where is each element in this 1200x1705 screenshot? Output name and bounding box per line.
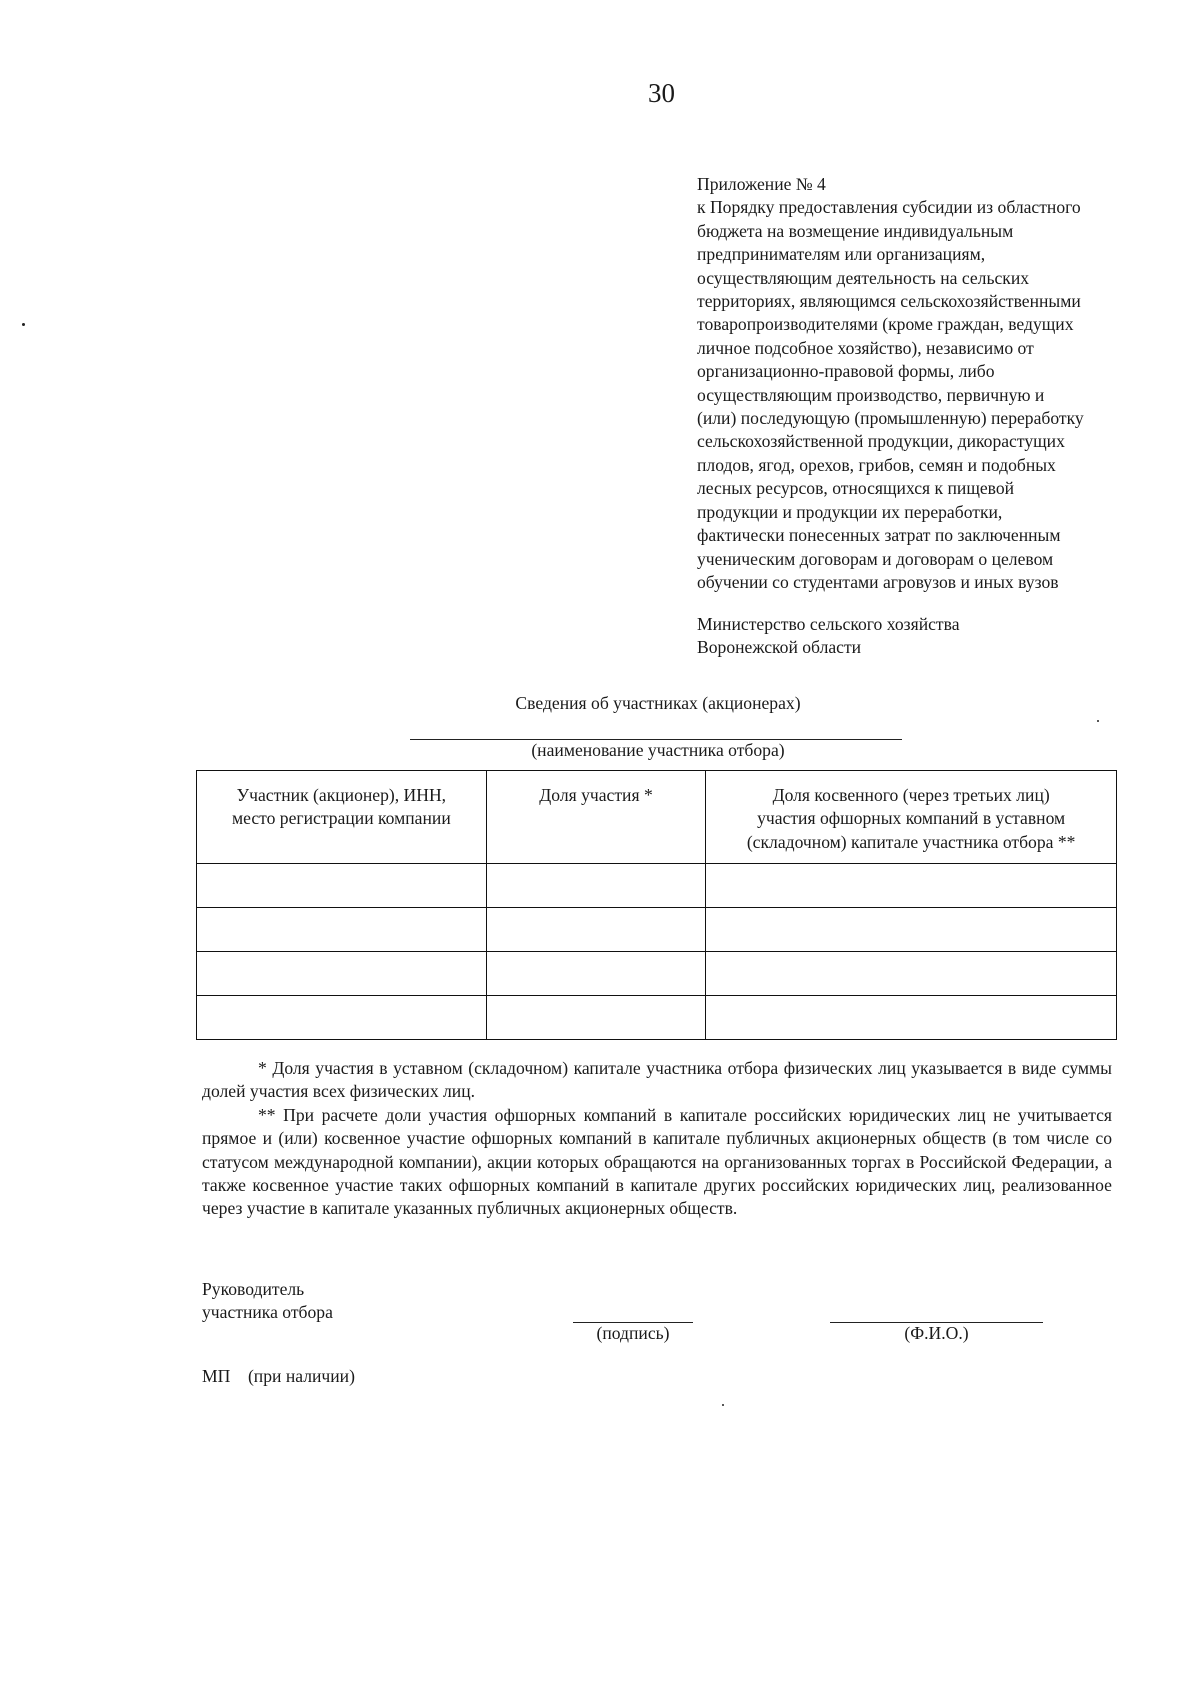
table-row: [197, 952, 1117, 996]
scan-speck: [22, 323, 25, 326]
header-line: Доля косвенного (через третьих лиц): [772, 785, 1050, 805]
appendix-line: ученическим договорам и договорам о целевом: [697, 548, 1054, 569]
appendix-line: организационно-правовой формы, либо: [697, 361, 995, 382]
table-cell[interactable]: [486, 864, 706, 908]
header-participant: [197, 771, 487, 864]
scan-speck: [722, 1404, 724, 1406]
signature-caption: (подпись): [596, 1323, 670, 1343]
full-name-caption: (Ф.И.О.): [904, 1323, 969, 1343]
appendix-line: личное подсобное хозяйство), независимо от: [697, 337, 1034, 358]
header-offshore-share: [706, 771, 1117, 864]
participants-table: [196, 770, 1117, 1040]
ministry-line: Воронежской области: [697, 637, 862, 658]
appendix-line: обучении со студентами агровузов и иных вузов: [697, 571, 1059, 592]
footnote-offshore: ** При расчете доли участия офшорных компаний в капитале российских юридических лиц не учитывается прямое и (или) косвенное участие офшорных компаний в капитале публичных акционерных обществ (в том числе со статусом международной компании), акции которых обращаются на организованных торгах в Российской Федерации, а также косвенное участие таких офшорных компаний в капитале других российских юридических лиц, реализованное через участие в капитале указанных публичных акционерных обществ.: [202, 1104, 1112, 1219]
table-cell[interactable]: [486, 952, 706, 996]
table-cell[interactable]: [197, 864, 487, 908]
table-cell[interactable]: [706, 908, 1117, 952]
header-line: (складочном) капитале участника отбора **: [746, 831, 1076, 852]
appendix-line: товаропроизводителями (кроме граждан, ведущих: [697, 314, 1074, 335]
header-line: участия офшорных компаний в уставном: [757, 808, 1066, 829]
signer-line: участника отбора: [202, 1302, 333, 1323]
appendix-line: территориях, являющимся сельскохозяйственными: [697, 291, 1081, 312]
table-header-row: [197, 771, 1117, 864]
signer-line: Руководитель: [202, 1279, 305, 1299]
appendix-line: плодов, ягод, орехов, грибов, семян и подобных: [697, 454, 1056, 475]
header-line: Участник (акционер), ИНН,: [236, 785, 447, 805]
footnotes: [202, 1057, 1112, 1221]
appendix-line: фактически понесенных затрат по заключенным: [697, 525, 1061, 546]
table-cell[interactable]: [197, 908, 487, 952]
ministry-addressee: [697, 613, 960, 660]
appendix-line: предпринимателям или организациям,: [697, 244, 986, 265]
table-cell[interactable]: [197, 996, 487, 1040]
table-cell[interactable]: [197, 952, 487, 996]
header-line: место регистрации компании: [231, 808, 451, 829]
appendix-line: лесных ресурсов, относящихся к пищевой: [697, 478, 1015, 499]
appendix-line: Приложение № 4: [697, 174, 826, 194]
signer-label: [202, 1278, 333, 1325]
scan-speck: [1097, 720, 1099, 722]
header-line: Доля участия *: [539, 785, 653, 805]
appendix-line: к Порядку предоставления субсидии из областного: [697, 197, 1081, 218]
table-row: [197, 864, 1117, 908]
table-cell[interactable]: [486, 908, 706, 952]
appendix-header: [697, 173, 1167, 594]
header-share: [486, 771, 706, 864]
table-row: [197, 908, 1117, 952]
table-title: Сведения об участниках (акционерах): [515, 693, 801, 713]
table-cell[interactable]: [706, 996, 1117, 1040]
stamp-label: МП (при наличии): [202, 1366, 355, 1386]
table-row: [197, 996, 1117, 1040]
appendix-line: бюджета на возмещение индивидуальным: [697, 220, 1014, 241]
appendix-line: (или) последующую (промышленную) переработку: [697, 408, 1084, 429]
table-cell[interactable]: [486, 996, 706, 1040]
participant-name-caption: (наименование участника отбора): [531, 740, 785, 760]
page-number: 30: [648, 78, 675, 108]
footnote-share: * Доля участия в уставном (складочном) капитале участника отбора физических лиц указывается в виде суммы долей участия всех физических лиц.: [202, 1058, 1112, 1102]
table-cell[interactable]: [706, 864, 1117, 908]
appendix-line: сельскохозяйственной продукции, дикорастущих: [697, 431, 1065, 452]
table-cell[interactable]: [706, 952, 1117, 996]
appendix-line: продукции и продукции их переработки,: [697, 501, 1003, 522]
ministry-line: Министерство сельского хозяйства: [697, 614, 960, 634]
appendix-line: осуществляющим деятельность на сельских: [697, 267, 1030, 288]
appendix-line: осуществляющим производство, первичную и: [697, 384, 1045, 405]
